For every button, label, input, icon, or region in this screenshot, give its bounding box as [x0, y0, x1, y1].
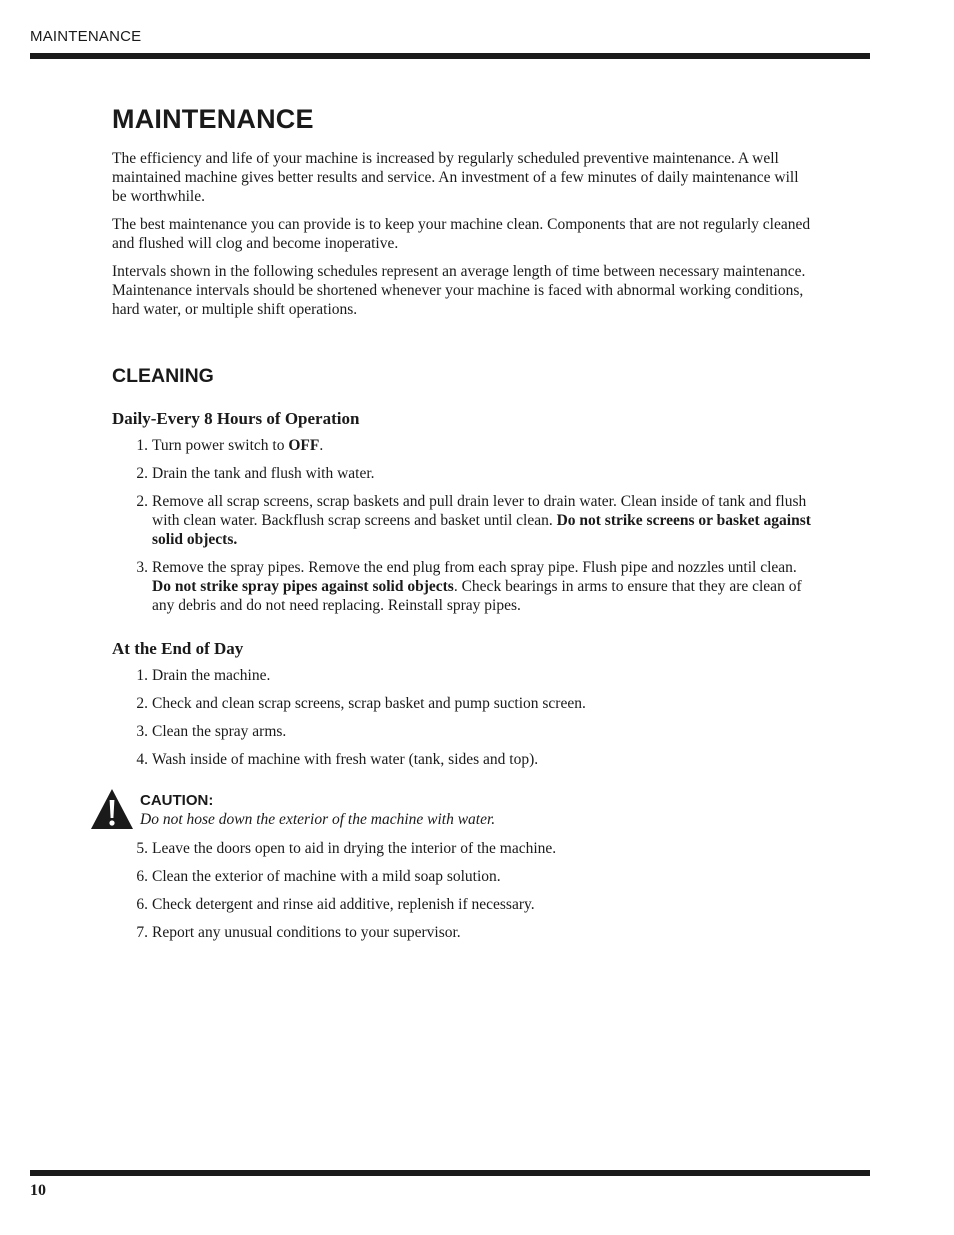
step-number: 7. [136, 924, 148, 941]
page-title: MAINTENANCE [112, 104, 314, 134]
step-text: Clean the exterior of machine with a mild soap solution. [152, 868, 501, 885]
step-text: Check and clean scrap screens, scrap basket and pump suction screen. [152, 695, 586, 712]
step-number: 6. [136, 868, 148, 885]
intro-paragraph: Intervals shown in the following schedules represent an average length of time between necessary maintenance. Maintenance intervals should be shortened whenever your machine is faced with abnormal working conditions, hard water, or multiple shift operations. [112, 263, 806, 318]
step-number: 2. [136, 695, 148, 712]
step-number: 3. [136, 723, 148, 740]
intro-paragraph: The best maintenance you can provide is to keep your machine clean. Components that are not regularly cleaned and flushed will clog and become inoperative. [112, 216, 811, 252]
list-item [112, 895, 812, 914]
step-number: 3. [136, 559, 148, 576]
list-item [112, 666, 812, 685]
step-text: Report any unusual conditions to your supervisor. [152, 924, 461, 941]
step-text: Clean the spray arms. [152, 723, 287, 740]
page-number: 10 [30, 1182, 46, 1199]
caution-box [112, 792, 812, 830]
step-number: 1. [136, 437, 148, 454]
step-text: Drain the tank and flush with water. [152, 465, 375, 482]
caution-title: CAUTION: [140, 792, 214, 809]
end-of-day-steps-list [112, 666, 812, 769]
caution-text: Do not hose down the exterior of the machine with water. [140, 811, 496, 828]
step-text: Check detergent and rinse aid additive, replenish if necessary. [152, 896, 535, 913]
page-content [112, 104, 812, 951]
list-item [112, 923, 812, 942]
step-number: 5. [136, 840, 148, 857]
section-heading-cleaning: CLEANING [112, 365, 214, 387]
step-number: 6. [136, 896, 148, 913]
list-item [112, 436, 812, 455]
list-item [112, 722, 812, 741]
list-item [112, 750, 812, 769]
step-number: 2. [136, 465, 148, 482]
end-of-day-steps-list-continued [112, 839, 812, 942]
list-item [112, 558, 812, 615]
warning-triangle-icon [90, 788, 134, 830]
list-item [112, 867, 812, 886]
step-text: Drain the machine. [152, 667, 271, 684]
step-text: Remove the spray pipes. Remove the end plug from each spray pipe. Flush pipe and nozzles until clean. Do not strike spray pipes against solid objects. Check bearings in arms to ensure that they are clean of any debris and do not need replacing. Reinstall spray pipes. [152, 559, 802, 614]
list-item [112, 839, 812, 858]
subheading-daily: Daily-Every 8 Hours of Operation [112, 409, 360, 428]
list-item [112, 464, 812, 483]
step-number: 1. [136, 667, 148, 684]
step-text: Turn power switch to OFF. [152, 437, 324, 454]
step-number: 4. [136, 751, 148, 768]
list-item [112, 694, 812, 713]
step-number: 2. [136, 493, 148, 510]
running-header: MAINTENANCE [30, 28, 142, 45]
footer-rule [30, 1170, 870, 1176]
step-text: Leave the doors open to aid in drying the interior of the machine. [152, 840, 557, 857]
list-item [112, 492, 812, 549]
step-text: Wash inside of machine with fresh water (tank, sides and top). [152, 751, 539, 768]
daily-steps-list [112, 436, 812, 615]
intro-paragraph: The efficiency and life of your machine is increased by regularly scheduled preventive maintenance. A well maintained machine gives better results and service. An investment of a few minutes of daily maintenance will be worthwhile. [112, 150, 799, 205]
subheading-end-of-day: At the End of Day [112, 639, 244, 658]
step-text: Remove all scrap screens, scrap baskets and pull drain lever to drain water. Clean inside of tank and flush with clean water. Backflush scrap screens and basket until clean. Do not strike screens or basket against solid objects. [152, 493, 811, 548]
header-rule [30, 53, 870, 59]
